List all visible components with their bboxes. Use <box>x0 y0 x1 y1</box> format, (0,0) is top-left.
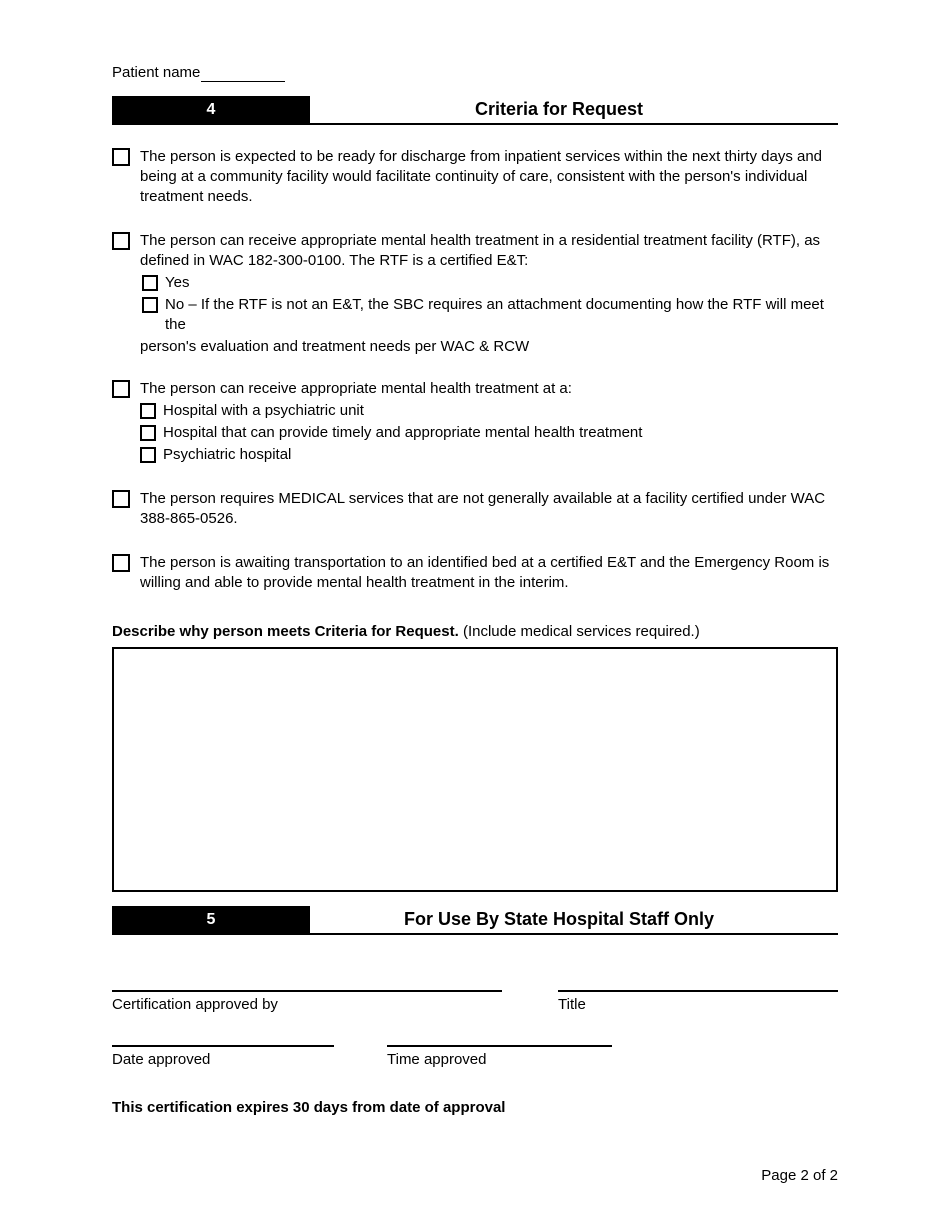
describe-label-bold: Describe why person meets Criteria for Request. <box>112 623 459 640</box>
rtf-no-label: No – If the RTF is not an E&T, the SBC requires an attachment documenting how the RTF will meet the <box>165 296 824 333</box>
criteria-2-option-no[interactable] <box>142 295 838 335</box>
title-field[interactable] <box>558 989 838 1014</box>
criteria-4-text: The person requires MEDICAL services that are not generally available at a facility certified under WAC 388-865-0526. <box>140 490 826 527</box>
hospital-timely-label: Hospital that can provide timely and appropriate mental health treatment <box>163 424 643 441</box>
patient-name-input[interactable] <box>201 64 285 82</box>
section-4-header <box>112 96 838 125</box>
checkbox-hospital-timely[interactable] <box>140 425 156 441</box>
describe-label <box>112 623 838 640</box>
criteria-3-option-2[interactable] <box>140 423 838 443</box>
criteria-item-4[interactable] <box>112 489 838 529</box>
page-number: Page 2 of 2 <box>761 1167 838 1184</box>
checkbox-criteria-1[interactable] <box>112 148 130 166</box>
signature-row-1 <box>112 989 838 1014</box>
time-approved-field[interactable] <box>387 1044 612 1069</box>
patient-name-field[interactable] <box>112 64 838 82</box>
criteria-item-1[interactable] <box>112 147 838 207</box>
criteria-3-option-3[interactable] <box>140 445 838 465</box>
checkbox-criteria-5[interactable] <box>112 554 130 572</box>
section-5-title: For Use By State Hospital Staff Only <box>403 909 715 929</box>
expiration-note: This certification expires 30 days from date of approval <box>112 1099 506 1116</box>
checkbox-criteria-4[interactable] <box>112 490 130 508</box>
rtf-no-label-continued: person's evaluation and treatment needs per WAC & RCW <box>140 338 530 355</box>
criteria-3-text: The person can receive appropriate mental health treatment at a: <box>140 380 572 397</box>
section-4-number: 4 <box>112 96 310 123</box>
criteria-item-3[interactable] <box>112 379 838 465</box>
certification-approved-by-label: Certification approved by <box>112 996 278 1013</box>
certification-approved-by-field[interactable] <box>112 989 502 1014</box>
checkbox-rtf-no[interactable] <box>142 297 158 313</box>
rtf-yes-label: Yes <box>165 274 190 291</box>
title-label: Title <box>558 996 586 1013</box>
criteria-2-option-yes[interactable] <box>142 273 838 293</box>
hospital-psych-unit-label: Hospital with a psychiatric unit <box>163 402 364 419</box>
checkbox-hospital-psych-unit[interactable] <box>140 403 156 419</box>
criteria-2-text: The person can receive appropriate mental health treatment in a residential treatment facility (RTF), as defined in WAC 182-300-0100. The RTF is a certified E&T: <box>140 232 821 269</box>
criteria-item-2[interactable] <box>112 231 838 357</box>
checkbox-criteria-2[interactable] <box>112 232 130 250</box>
checkbox-criteria-3[interactable] <box>112 380 130 398</box>
criteria-5-text: The person is awaiting transportation to an identified bed at a certified E&T and the Emergency Room is willing and able to provide mental health treatment in the interim. <box>140 554 830 591</box>
signature-area <box>112 989 838 1116</box>
psychiatric-hospital-label: Psychiatric hospital <box>163 446 292 463</box>
criteria-1-text: The person is expected to be ready for discharge from inpatient services within the next thirty days and being at a community facility would facilitate continuity of care, consistent with the person's individual treatment needs. <box>140 148 823 205</box>
signature-row-2 <box>112 1044 838 1069</box>
date-approved-field[interactable] <box>112 1044 334 1069</box>
checkbox-psychiatric-hospital[interactable] <box>140 447 156 463</box>
criteria-3-option-1[interactable] <box>140 401 838 421</box>
criteria-item-5[interactable] <box>112 553 838 593</box>
time-approved-label: Time approved <box>387 1051 487 1068</box>
section-5-header <box>112 906 838 935</box>
patient-name-label: Patient name <box>112 64 201 81</box>
checkbox-rtf-yes[interactable] <box>142 275 158 291</box>
section-5-number: 5 <box>112 906 310 933</box>
date-approved-label: Date approved <box>112 1051 211 1068</box>
describe-label-rest: (Include medical services required.) <box>462 623 700 640</box>
describe-textarea[interactable] <box>112 647 838 892</box>
section-4-title: Criteria for Request <box>474 99 644 119</box>
